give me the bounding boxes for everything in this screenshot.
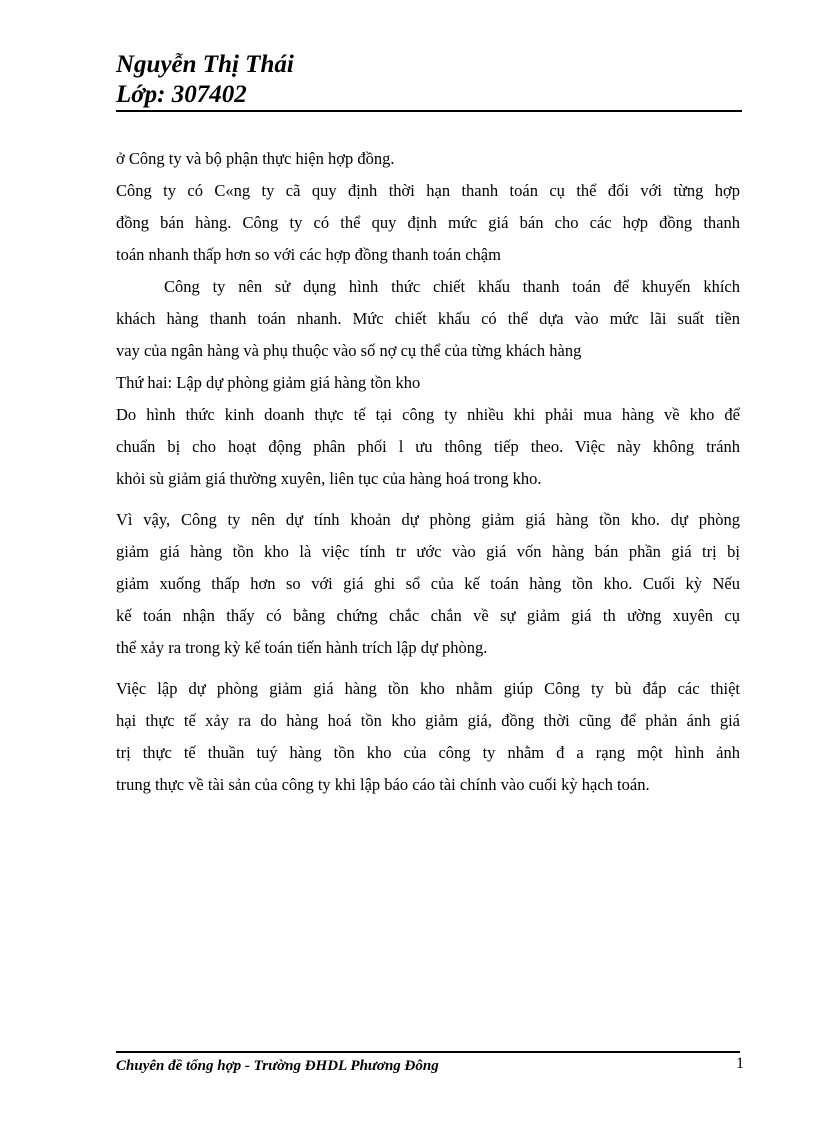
text-line: đồng bán hàng. Công ty có thể quy định mức giá bán cho các hợp đồng thanh <box>116 213 740 232</box>
text-line: trị thực tế thuần tuý hàng tồn kho của công ty nhằm đ a rạng một hình ảnh <box>116 743 740 762</box>
text-line: khỏi sù giảm giá thường xuyên, liên tục của hàng hoá trong kho. <box>116 469 542 488</box>
document-body <box>116 143 740 801</box>
text-line: Do hình thức kinh doanh thực tế tại công ty nhiều khi phải mua hàng về kho để <box>116 405 740 424</box>
footer-divider <box>116 1051 740 1053</box>
text-line: Vì vậy, Công ty nên dự tính khoản dự phòng giảm giá hàng tồn kho. dự phòng <box>116 510 740 529</box>
text-line: Việc lập dự phòng giảm giá hàng tồn kho nhằm giúp Công ty bù đắp các thiệt <box>116 679 740 698</box>
text-line: giảm giá hàng tồn kho là việc tính tr ước vào giá vốn hàng bán phần giá trị bị <box>116 542 740 561</box>
page-header <box>116 50 742 110</box>
paragraph-gap <box>116 664 740 673</box>
text-line: khách hàng thanh toán nhanh. Mức chiết khấu có thể dựa vào mức lãi suất tiền <box>116 309 740 328</box>
header-divider <box>116 110 742 112</box>
text-line: giảm xuống thấp hơn so với giá ghi sổ của kế toán hàng tồn kho. Cuối kỳ Nếu <box>116 574 740 593</box>
section-heading: Thứ hai: Lập dự phòng giảm giá hàng tồn kho <box>116 373 421 392</box>
text-line: trung thực về tài sản của công ty khi lập báo cáo tài chính vào cuối kỳ hạch toán. <box>116 775 650 794</box>
paragraph-gap <box>116 495 740 504</box>
text-line: vay của ngân hàng và phụ thuộc vào số nợ cụ thể của từng khách hàng <box>116 341 582 360</box>
class-label: Lớp: 307402 <box>116 81 247 108</box>
text-line: thể xảy ra trong kỳ kế toán tiến hành trích lập dự phòng. <box>116 638 488 657</box>
author-name: Nguyễn Thị Thái <box>116 51 294 78</box>
footer-text: Chuyên đề tổng hợp - Trường ĐHDL Phương Đông <box>116 1058 439 1074</box>
page-number: 1 <box>736 1055 744 1072</box>
text-line: kế toán nhận thấy có bằng chứng chắc chắn về sự giảm giá th ường xuyên cụ <box>116 606 740 625</box>
text-line: hại thực tế xảy ra do hàng hoá tồn kho giảm giá, đồng thời cũng để phản ánh giá <box>116 711 740 730</box>
text-line: ở Công ty và bộ phận thực hiện hợp đồng. <box>116 149 395 168</box>
text-line: chuẩn bị cho hoạt động phân phối l ưu thông tiếp theo. Việc này không tránh <box>116 437 740 456</box>
text-line: Công ty nên sử dụng hình thức chiết khấu thanh toán để khuyến khích <box>164 277 740 296</box>
text-line: toán nhanh thấp hơn so với các hợp đồng thanh toán chậm <box>116 245 501 264</box>
text-line: Công ty có C«ng ty cã quy định thời hạn thanh toán cụ thể đối với từng hợp <box>116 181 740 200</box>
